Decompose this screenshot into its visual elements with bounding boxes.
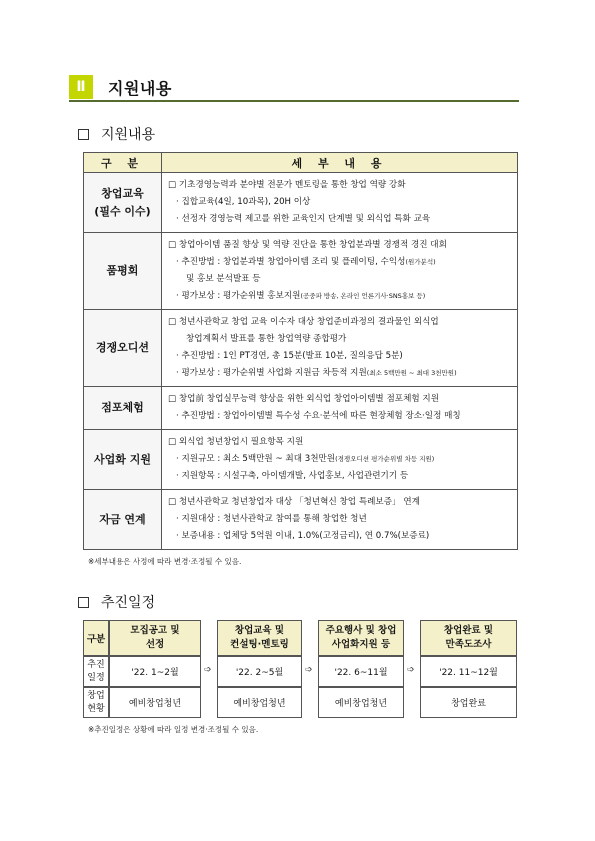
stage-period: '22. 6~11월 (318, 656, 404, 687)
support-detail (162, 310, 518, 387)
detail-line: 및 홍보 분석발표 등 (186, 274, 261, 284)
category-label: 사업화 지원 (94, 452, 151, 466)
stage-title (420, 620, 517, 656)
support-category (84, 173, 162, 233)
section-number-badge: Ⅱ (69, 75, 93, 99)
section-divider (69, 100, 519, 102)
support-detail (162, 387, 518, 430)
stage-title-line: 창업완료 및 (443, 625, 494, 636)
schedule-row-label-line: 현황 (87, 703, 105, 714)
detail-line: · 평가보상 : 평가순위별 사업화 지원금 차등적 지원(최소 5백만원 ~ 최대 3천만원) (176, 368, 457, 378)
detail-line: · 지원대상 : 청년사관학교 참여를 통해 창업한 청년 (176, 514, 367, 524)
support-category (84, 233, 162, 310)
stage-title-line: 모집공고 및 (130, 625, 180, 636)
detail-line: · 집합교육(4일, 10과목), 20H 이상 (176, 197, 311, 207)
category-label: 점포체험 (101, 401, 144, 414)
checkbox-square-icon (78, 597, 89, 608)
support-table-body (84, 173, 518, 550)
support-row (84, 387, 518, 430)
support-category (84, 430, 162, 490)
stage-title-line: 만족도조사 (445, 639, 492, 650)
stage-title-line: 선정 (145, 639, 165, 650)
detail-note: (공중파 방송, 온라인 언론기사·SNS홍보 등) (300, 292, 426, 300)
stage-period: '22. 11~12월 (420, 656, 517, 687)
support-detail (162, 233, 518, 310)
detail-note: (원가분석) (405, 258, 436, 266)
next-arrow-icon: ➩ (204, 664, 212, 675)
stage-title-line: 컨설팅·멘토링 (230, 639, 289, 650)
support-row (84, 233, 518, 310)
schedule-row-label (83, 687, 109, 718)
stage-status: 예비창업청년 (318, 687, 404, 718)
schedule-gubun: 구분 (83, 620, 109, 656)
support-detail (162, 490, 518, 550)
category-label: 창업교육 (101, 186, 144, 200)
schedule-row-label-line: 일정 (87, 672, 105, 683)
schedule-row-label (83, 656, 109, 687)
detail-line: · 평가보상 : 평가순위별 홍보지원(공중파 방송, 온라인 언론기사·SNS홍보 등) (176, 291, 426, 301)
schedule-note: ※추진일정은 상황에 따라 일정 변경·조정될 수 있음. (88, 725, 259, 734)
stage-status: 예비창업청년 (109, 687, 201, 718)
section-title: 지원내용 (108, 79, 172, 98)
support-note: ※세부내용은 사정에 따라 변경·조정될 수 있음. (88, 557, 242, 566)
detail-line: □ 청년사관학교 청년창업자 대상 「청년혁신 창업 특례보증」 연계 (168, 497, 420, 507)
stage-title-line: 사업화지원 등 (331, 639, 391, 650)
stage-status: 예비창업청년 (217, 687, 302, 718)
stage-title-line: 창업교육 및 (234, 625, 285, 636)
detail-line: · 보증내용 : 업체당 5억원 이내, 1.0%(고정금리), 연 0.7%(보증료) (176, 531, 430, 541)
schedule-heading (78, 592, 155, 612)
support-table (83, 152, 518, 550)
detail-line: □ 창업아이템 품질 향상 및 역량 진단을 통한 창업분과별 경쟁적 경진 대회 (168, 240, 447, 250)
stage-status: 창업완료 (420, 687, 517, 718)
stage-period: '22. 1~2월 (109, 656, 201, 687)
support-detail (162, 173, 518, 233)
stage-title (318, 620, 404, 656)
category-label: 자금 연계 (99, 512, 146, 526)
detail-line: · 추진방법 : 창업분과별 창업아이템 조리 및 플레이팅, 수익성(원가분석) (176, 257, 436, 267)
detail-note: (경쟁오디션 평가순위별 차등 지원) (335, 455, 435, 463)
detail-line: · 지원규모 : 최소 5백만원 ~ 최대 3천만원(경쟁오디션 평가순위별 차등 지원) (176, 454, 435, 464)
next-arrow-icon: ➩ (407, 664, 415, 675)
stage-period: '22. 2~5월 (217, 656, 302, 687)
support-heading (78, 124, 155, 144)
category-label: (필수 이수) (94, 204, 151, 218)
detail-line: □ 외식업 청년창업시 필요항목 지원 (168, 437, 304, 447)
support-heading-text: 지원내용 (101, 127, 156, 143)
stage-title (217, 620, 302, 656)
support-row (84, 173, 518, 233)
stage-title-line: 주요행사 및 창업 (325, 625, 397, 636)
header-detail: 세 부 내 용 (162, 153, 518, 173)
detail-line: 창업계획서 발표를 통한 창업역량 종합평가 (186, 334, 347, 344)
support-row (84, 310, 518, 387)
support-category (84, 387, 162, 430)
support-category (84, 490, 162, 550)
checkbox-square-icon (78, 129, 89, 140)
support-row (84, 430, 518, 490)
detail-line: · 추진방법 : 창업아이템별 특수성 수요·분석에 따른 현장체험 장소·일정 매칭 (176, 411, 461, 421)
detail-line: · 추진방법 : 1인 PT경연, 총 15분(발표 10분, 질의응답 5분) (176, 351, 403, 361)
category-label: 품평회 (106, 264, 139, 277)
detail-note: (최소 5백만원 ~ 최대 3천만원) (366, 369, 457, 377)
schedule-row-label-line: 추진 (87, 659, 105, 670)
next-arrow-icon: ➩ (305, 664, 313, 675)
support-detail (162, 430, 518, 490)
support-row (84, 490, 518, 550)
header-gubun: 구 분 (84, 153, 162, 173)
detail-line: · 지원항목 : 시설구축, 아이템개발, 사업홍보, 사업관련기기 등 (176, 471, 409, 481)
stage-title (109, 620, 201, 656)
schedule-heading-text: 추진일정 (101, 595, 156, 611)
detail-line: □ 청년사관학교 창업 교육 이수자 대상 창업준비과정의 결과물인 외식업 (168, 317, 439, 327)
support-category (84, 310, 162, 387)
schedule-row-label-line: 창업 (87, 690, 105, 701)
detail-line: · 선정자 경영능력 제고를 위한 교육인지 단계별 및 외식업 특화 교육 (176, 214, 431, 224)
category-label: 경쟁오디션 (95, 341, 150, 354)
detail-line: □ 기초경영능력과 분야별 전문가 멘토링을 통한 창업 역량 강화 (168, 180, 406, 190)
detail-line: □ 창업前 창업실무능력 향상을 위한 외식업 창업아이템별 점포체험 지원 (168, 394, 440, 404)
